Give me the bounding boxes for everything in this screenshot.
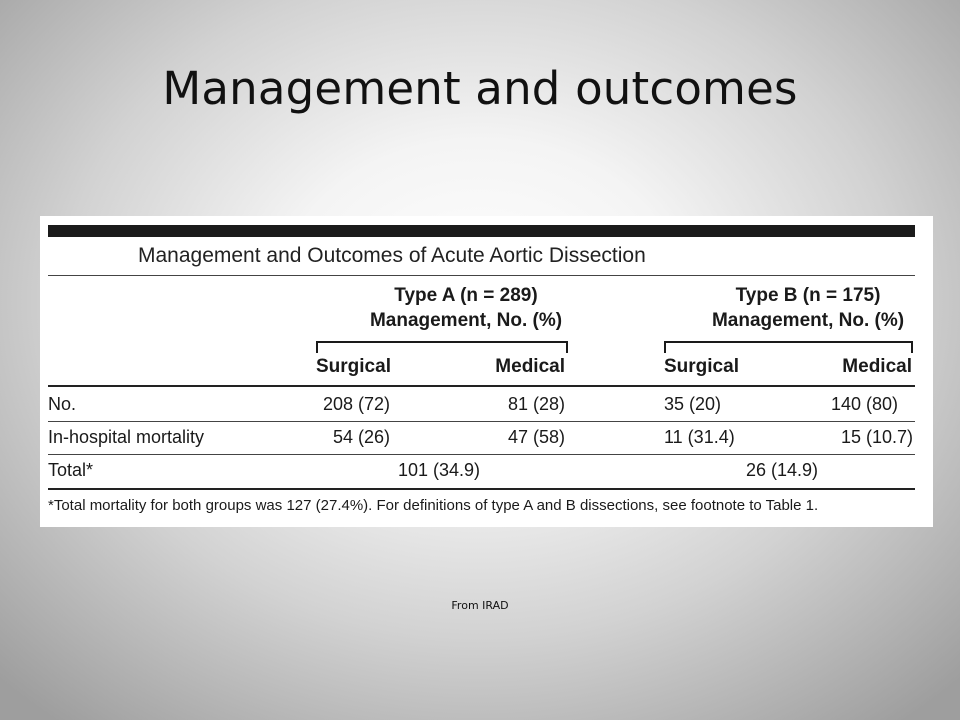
- cell-total-type-b: 26 (14.9): [746, 460, 819, 480]
- table-figure: [40, 216, 933, 527]
- group-header-type-a: [316, 283, 616, 333]
- cell-mortality-a-medical: 47 (58): [507, 427, 565, 447]
- bracket-type-a: [316, 341, 568, 353]
- cell-mortality-b-medical: 15 (10.7): [840, 427, 913, 447]
- source-caption: From IRAD: [451, 599, 509, 612]
- header-divider: [48, 385, 915, 387]
- slide-title: Management and outcomes: [162, 62, 798, 115]
- title-divider: [48, 275, 915, 276]
- table-footnote: *Total mortality for both groups was 127 (27.4%). For definitions of type A and B dissections, see footnote to Table 1.: [48, 497, 819, 514]
- group-type-b-line2: Management, No. (%): [711, 310, 905, 331]
- table-title: Management and Outcomes of Acute Aortic Dissection: [138, 244, 646, 267]
- cell-mortality-b-surgical: 11 (31.4): [664, 427, 735, 447]
- row-label-total: Total*: [48, 460, 94, 480]
- cell-total-type-a: 101 (34.9): [398, 460, 481, 480]
- cell-number-b-surgical: 35 (20): [664, 394, 722, 414]
- column-header-type-b-medical: Medical: [842, 356, 912, 377]
- group-header-type-b: [658, 283, 958, 333]
- table-top-rule: [48, 225, 915, 237]
- column-header-type-a-surgical: Surgical: [316, 356, 391, 377]
- cell-number-a-surgical: 208 (72): [322, 394, 390, 414]
- column-header-type-a-medical: Medical: [495, 356, 565, 377]
- table-bottom-rule: [48, 488, 915, 490]
- column-header-type-b-surgical: Surgical: [664, 356, 739, 377]
- row-label-mortality: In-hospital mortality: [48, 427, 205, 447]
- group-type-a-line2: Management, No. (%): [369, 310, 563, 331]
- group-type-b-line1: Type B (n = 175): [735, 285, 881, 306]
- cell-number-b-medical: 140 (80): [830, 394, 898, 414]
- cell-mortality-a-surgical: 54 (26): [332, 427, 390, 447]
- row-divider-2: [48, 454, 915, 455]
- bracket-type-b: [664, 341, 913, 353]
- cell-number-a-medical: 81 (28): [507, 394, 565, 414]
- row-label-number: No.: [48, 394, 77, 414]
- row-divider-1: [48, 421, 915, 422]
- group-type-a-line1: Type A (n = 289): [394, 285, 538, 306]
